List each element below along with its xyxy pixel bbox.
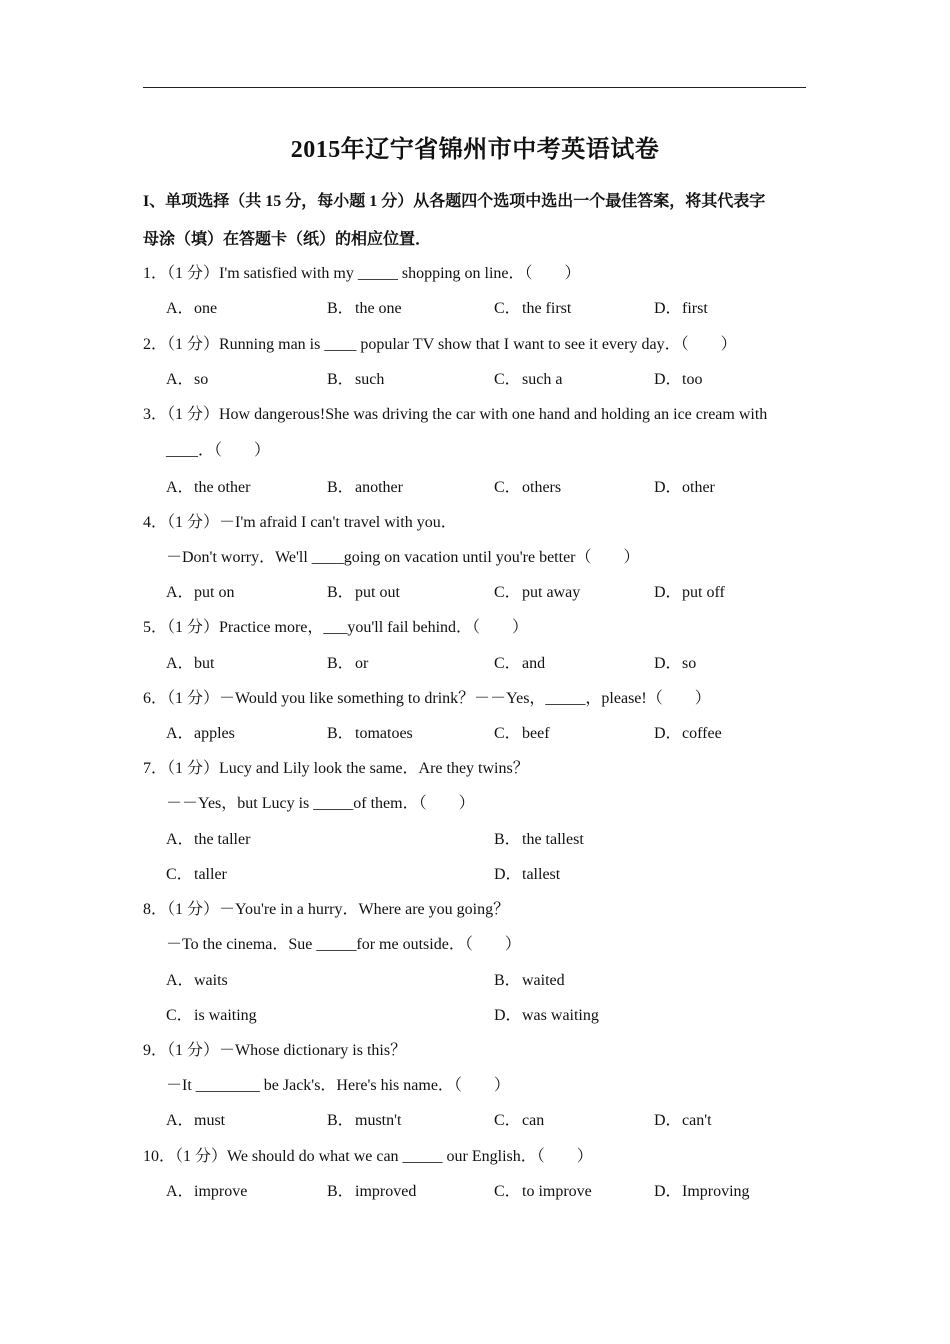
question-8-stem: 8．（1 分）－You're in a hurry．Where are you going？: [143, 901, 510, 918]
question-2-option-b[interactable]: [327, 370, 384, 390]
question-6-option-b[interactable]: [327, 724, 413, 744]
option-text: coffee: [682, 725, 722, 742]
option-key: B．: [494, 831, 521, 848]
option-key: D．: [654, 655, 682, 672]
option-key: B．: [327, 371, 354, 388]
option-key: A．: [166, 655, 194, 672]
question-4-option-b[interactable]: [327, 583, 400, 603]
option-text: apples: [194, 725, 235, 742]
option-text: the first: [522, 300, 572, 317]
question-3-stem: 3．（1 分）How dangerous!She was driving the car with one hand and holding an ice cream with: [143, 406, 768, 423]
option-text: put out: [355, 584, 400, 601]
question-9-option-a[interactable]: [166, 1111, 225, 1131]
option-text: so: [682, 655, 697, 672]
option-text: the tallest: [522, 831, 584, 848]
option-key: D．: [654, 300, 682, 317]
question-6-option-d[interactable]: [654, 724, 722, 744]
question-1-option-b[interactable]: [327, 299, 402, 319]
question-7-option-a[interactable]: [166, 830, 250, 850]
option-key: B．: [327, 725, 354, 742]
question-7-option-b[interactable]: [494, 830, 584, 850]
question-7-option-d[interactable]: [494, 865, 560, 885]
option-key: A．: [166, 300, 194, 317]
option-key: A．: [166, 371, 194, 388]
question-1-option-d[interactable]: [654, 299, 708, 319]
question-3-stem-cont: ____．（ ）: [166, 442, 271, 459]
section-heading-line2: 母涂（填）在答题卡（纸）的相应位置．: [143, 231, 432, 248]
option-text: waits: [194, 972, 228, 989]
option-text: tallest: [522, 866, 561, 883]
option-key: D．: [654, 479, 682, 496]
question-5-option-b[interactable]: [327, 654, 368, 674]
option-text: others: [522, 479, 562, 496]
question-7-stem-cont: －－Yes，but Lucy is _____of them．（ ）: [166, 795, 475, 812]
question-9-option-b[interactable]: [327, 1111, 401, 1131]
option-key: B．: [494, 972, 521, 989]
question-3-option-c[interactable]: [494, 478, 561, 498]
question-10-option-d[interactable]: [654, 1182, 750, 1202]
option-text: the other: [194, 479, 251, 496]
option-text: must: [194, 1112, 226, 1129]
option-text: tomatoes: [355, 725, 413, 742]
option-text: or: [355, 655, 369, 672]
question-9-option-d[interactable]: [654, 1111, 712, 1131]
option-key: B．: [327, 655, 354, 672]
question-5-stem: 5．（1 分）Practice more，___you'll fail behind．（ ）: [143, 619, 529, 636]
option-key: A．: [166, 584, 194, 601]
option-text: put away: [522, 584, 581, 601]
option-key: D．: [654, 584, 682, 601]
question-5-option-d[interactable]: [654, 654, 696, 674]
option-text: to improve: [522, 1183, 592, 1200]
option-key: C．: [494, 655, 521, 672]
question-2-option-c[interactable]: [494, 370, 562, 390]
option-key: D．: [654, 371, 682, 388]
option-text: can: [522, 1112, 545, 1129]
page-title: 2015年辽宁省锦州市中考英语试卷: [290, 137, 660, 163]
option-key: C．: [494, 300, 521, 317]
question-7-option-c[interactable]: [166, 865, 227, 885]
question-8-option-d[interactable]: [494, 1006, 599, 1026]
option-text: so: [194, 371, 209, 388]
option-text: such a: [522, 371, 563, 388]
question-9-option-c[interactable]: [494, 1111, 544, 1131]
question-4-option-c[interactable]: [494, 583, 580, 603]
question-10-option-c[interactable]: [494, 1182, 592, 1202]
option-key: C．: [494, 584, 521, 601]
question-10-option-a[interactable]: [166, 1182, 247, 1202]
option-key: B．: [327, 300, 354, 317]
question-9-stem: 9．（1 分）－Whose dictionary is this？: [143, 1042, 407, 1059]
option-text: the one: [355, 300, 402, 317]
option-text: beef: [522, 725, 550, 742]
question-2-option-a[interactable]: [166, 370, 208, 390]
question-10-stem: 10．（1 分）We should do what we can _____ our English．（ ）: [143, 1148, 593, 1165]
question-2-stem: 2．（1 分）Running man is ____ popular TV show that I want to see it every day．（ ）: [143, 336, 737, 353]
option-text: too: [682, 371, 703, 388]
option-text: another: [355, 479, 403, 496]
question-3-option-d[interactable]: [654, 478, 715, 498]
option-text: can't: [682, 1112, 712, 1129]
question-2-option-d[interactable]: [654, 370, 702, 390]
option-text: put off: [682, 584, 725, 601]
option-text: the taller: [194, 831, 251, 848]
option-key: B．: [327, 479, 354, 496]
option-text: Improving: [682, 1183, 750, 1200]
option-key: C．: [494, 1183, 521, 1200]
question-1-option-c[interactable]: [494, 299, 571, 319]
option-key: B．: [327, 1183, 354, 1200]
option-text: one: [194, 300, 218, 317]
question-8-stem-cont: －To the cinema．Sue _____for me outside．（ ）: [166, 936, 521, 953]
option-key: D．: [654, 725, 682, 742]
option-key: A．: [166, 1112, 194, 1129]
option-text: put on: [194, 584, 235, 601]
question-1-option-a[interactable]: [166, 299, 217, 319]
option-key: C．: [494, 371, 521, 388]
option-key: A．: [166, 831, 194, 848]
option-key: D．: [494, 866, 522, 883]
question-9-stem-cont: －It ________ be Jack's．Here's his name．（ ）: [166, 1077, 510, 1094]
option-key: A．: [166, 725, 194, 742]
question-3-option-b[interactable]: [327, 478, 403, 498]
option-text: mustn't: [355, 1112, 402, 1129]
option-text: improve: [194, 1183, 248, 1200]
question-1-stem: 1．（1 分）I'm satisfied with my _____ shopping on line．（ ）: [143, 265, 581, 282]
option-text: taller: [194, 866, 227, 883]
question-7-stem: 7．（1 分）Lucy and Lily look the same．Are they twins？: [143, 760, 529, 777]
option-key: A．: [166, 972, 194, 989]
option-key: C．: [494, 725, 521, 742]
top-rule: [143, 87, 806, 88]
option-text: such: [355, 371, 385, 388]
question-4-stem-cont: －Don't worry．We'll ____going on vacation until you're better（ ）: [166, 549, 640, 566]
question-6-stem: 6．（1 分）－Would you like something to drink？－－Yes，_____，please!（ ）: [143, 690, 711, 707]
option-text: is waiting: [194, 1007, 257, 1024]
question-8-option-a[interactable]: [166, 971, 228, 991]
option-text: was waiting: [522, 1007, 599, 1024]
question-4-option-d[interactable]: [654, 583, 725, 603]
option-text: and: [522, 655, 546, 672]
option-key: D．: [654, 1183, 682, 1200]
option-text: first: [682, 300, 708, 317]
option-key: A．: [166, 1183, 194, 1200]
option-key: D．: [654, 1112, 682, 1129]
question-8-option-b[interactable]: [494, 971, 565, 991]
option-text: but: [194, 655, 215, 672]
option-text: other: [682, 479, 715, 496]
question-8-option-c[interactable]: [166, 1006, 257, 1026]
question-6-option-a[interactable]: [166, 724, 235, 744]
option-text: improved: [355, 1183, 417, 1200]
question-4-option-a[interactable]: [166, 583, 234, 603]
question-3-option-a[interactable]: [166, 478, 250, 498]
option-key: B．: [327, 584, 354, 601]
option-key: A．: [166, 479, 194, 496]
option-key: C．: [166, 866, 193, 883]
question-5-option-a[interactable]: [166, 654, 214, 674]
option-key: D．: [494, 1007, 522, 1024]
question-4-stem: 4．（1 分）－I'm afraid I can't travel with you．: [143, 514, 457, 531]
section-heading-line1: I、单项选择（共 15 分，每小题 1 分）从各题四个选项中选出一个最佳答案，将其代表字: [143, 193, 766, 210]
option-key: B．: [327, 1112, 354, 1129]
option-key: C．: [166, 1007, 193, 1024]
option-key: C．: [494, 479, 521, 496]
question-10-option-b[interactable]: [327, 1182, 416, 1202]
question-5-option-c[interactable]: [494, 654, 545, 674]
option-text: waited: [522, 972, 565, 989]
option-key: C．: [494, 1112, 521, 1129]
question-6-option-c[interactable]: [494, 724, 550, 744]
